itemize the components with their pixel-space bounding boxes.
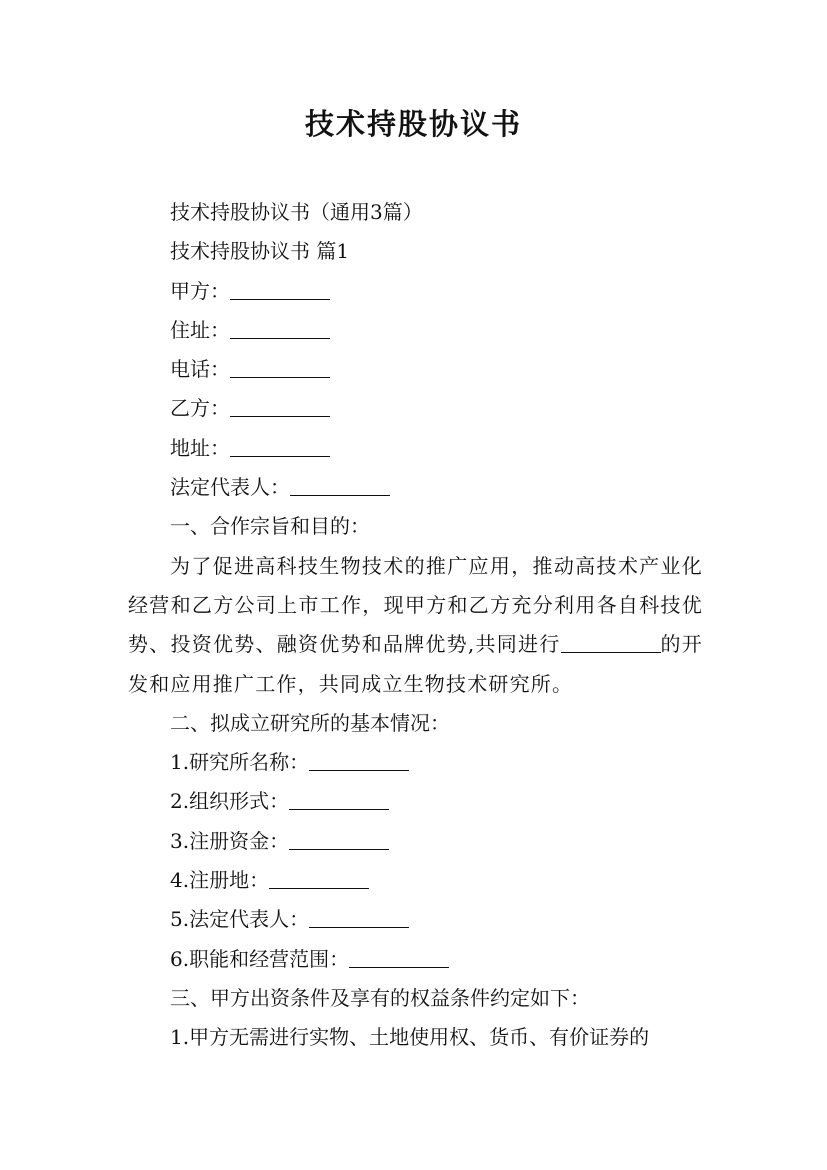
section-2-item-4-label: 4.注册地： (170, 868, 270, 893)
section-2-item-4 (128, 861, 703, 900)
section-3-heading (128, 979, 703, 1018)
section-2-item-6-blank (349, 945, 449, 968)
section-2-heading (128, 704, 703, 743)
section-1-paragraph-a: 为了促进高科技生物技术的推广应用，推动高技术产业化经营和乙方公司上市工作，现甲方和乙方充分利用各自科技优势、投资优势、融资优势和品牌优势,共同进行 (128, 553, 703, 657)
section-2-item-5-blank (309, 905, 409, 928)
section-1-blank (561, 630, 661, 653)
section-2-item-3-label: 3.注册资金： (170, 828, 290, 853)
section-2-item-3-blank (289, 827, 389, 850)
section-2-item-5-label: 5.法定代表人： (170, 907, 310, 932)
subtitle-text: 技术持股协议书（通用3篇） (170, 200, 423, 224)
section-2-item-6 (128, 940, 703, 979)
section-2-heading-text: 二、拟成立研究所的基本情况： (170, 710, 450, 735)
legal-rep-blank (290, 473, 390, 496)
section-1-heading (128, 507, 703, 546)
section-2-item-1-label: 1.研究所名称： (170, 750, 310, 775)
party-b-address-label: 地址： (170, 435, 230, 460)
section-3-item-1-text: 1.甲方无需进行实物、土地使用权、货币、有价证券的 (170, 1025, 650, 1050)
section-2-item-2-label: 2.组织形式： (170, 789, 290, 814)
party-a-blank (230, 277, 330, 300)
section-title-text: 技术持股协议书 篇1 (170, 239, 350, 264)
legal-rep-label: 法定代表人： (170, 475, 290, 500)
section-2-item-1-blank (309, 748, 409, 771)
address-line (128, 311, 703, 350)
section-2-item-4-blank (269, 866, 369, 889)
section-2-item-2-blank (289, 787, 389, 810)
section-3-item-1 (128, 1018, 703, 1057)
section-2-item-6-label: 6.职能和经营范围： (170, 946, 350, 971)
address-blank (230, 316, 330, 339)
party-b-label: 乙方： (170, 396, 230, 421)
section-2-item-1 (128, 743, 703, 782)
legal-rep-line (128, 468, 703, 507)
party-b-blank (230, 394, 330, 417)
section-2-item-2 (128, 782, 703, 821)
document-title: 技术持股协议书 (304, 107, 522, 141)
section-1-paragraph (128, 547, 703, 704)
section-1-paragraph-b: 的开发和应用推广工作，共同成立生物技术研究所。 (128, 632, 703, 696)
section-2-item-3 (128, 822, 703, 861)
section-1-heading-text: 一、合作宗旨和目的： (170, 514, 370, 539)
section-3-heading-text: 三、甲方出资条件及享有的权益条件约定如下： (170, 985, 590, 1010)
document-body (128, 193, 703, 1058)
phone-line (128, 350, 703, 389)
address-label: 住址： (170, 317, 230, 342)
section-title-line (128, 232, 703, 271)
phone-label: 电话： (170, 357, 230, 382)
party-a-line (128, 272, 703, 311)
subtitle-line (128, 193, 703, 232)
section-2-item-5 (128, 900, 703, 939)
party-b-line (128, 389, 703, 428)
party-a-label: 甲方： (170, 278, 230, 303)
phone-blank (230, 355, 330, 378)
party-b-address-line (128, 429, 703, 468)
party-b-address-blank (230, 434, 330, 457)
